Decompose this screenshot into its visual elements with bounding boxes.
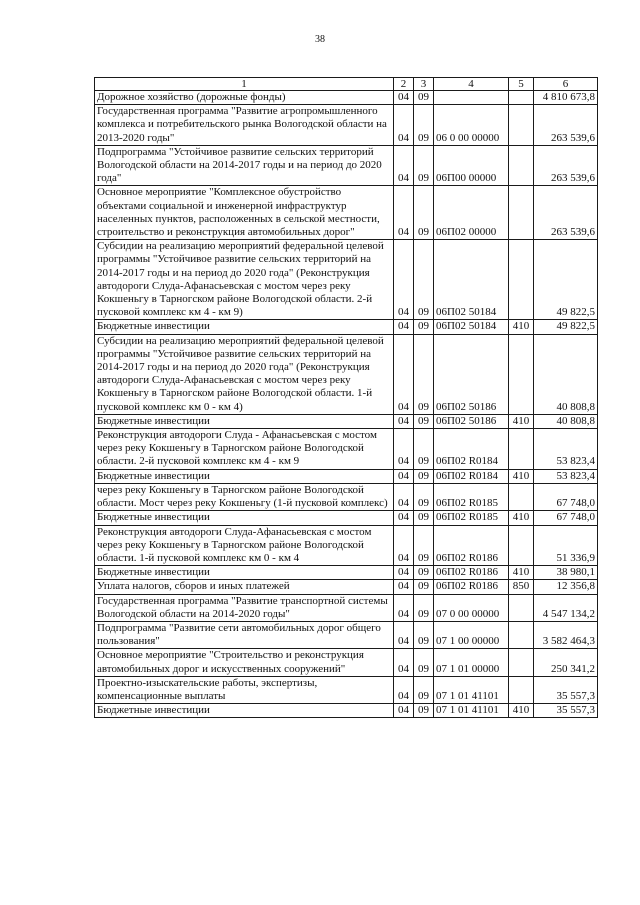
row-name-cell: Проектно-изыскательские работы, экспертизы, компенсационные выплаты	[95, 676, 394, 703]
page-number: 38	[315, 34, 325, 45]
row-type-cell: 410	[509, 566, 534, 580]
row-code-cell: 06П02 50186	[434, 334, 509, 414]
row-subsection-cell: 09	[414, 704, 434, 718]
row-code-cell: 06П02 50184	[434, 240, 509, 320]
row-code-cell: 07 1 01 41101	[434, 704, 509, 718]
row-code-cell: 06П02 50186	[434, 414, 509, 428]
row-type-cell: 410	[509, 704, 534, 718]
row-type-cell: 410	[509, 469, 534, 483]
header-cell-code: 4	[434, 78, 509, 91]
row-sum-cell: 67 748,0	[534, 483, 598, 510]
row-sum-cell: 53 823,4	[534, 469, 598, 483]
row-section-cell: 04	[394, 334, 414, 414]
row-name-cell: Подпрограмма "Развитие сети автомобильных дорог общего пользования"	[95, 621, 394, 648]
row-code-cell: 06П02 50184	[434, 320, 509, 334]
row-type-cell	[509, 621, 534, 648]
row-section-cell: 04	[394, 240, 414, 320]
budget-table	[94, 77, 598, 718]
row-subsection-cell: 09	[414, 334, 434, 414]
row-section-cell: 04	[394, 186, 414, 240]
row-type-cell	[509, 240, 534, 320]
header-cell-section: 2	[394, 78, 414, 91]
row-code-cell: 06П02 R0186	[434, 566, 509, 580]
table-row	[95, 429, 598, 470]
row-code-cell: 06П02 R0186	[434, 525, 509, 566]
table-header-row	[95, 78, 598, 91]
row-name-cell: Бюджетные инвестиции	[95, 704, 394, 718]
row-sum-cell: 51 336,9	[534, 525, 598, 566]
row-subsection-cell: 09	[414, 580, 434, 594]
row-code-cell: 06П02 R0185	[434, 483, 509, 510]
row-section-cell: 04	[394, 580, 414, 594]
row-code-cell: 07 1 00 00000	[434, 621, 509, 648]
row-type-cell: 850	[509, 580, 534, 594]
row-sum-cell: 49 822,5	[534, 320, 598, 334]
row-subsection-cell: 09	[414, 594, 434, 621]
table-row	[95, 649, 598, 676]
row-code-cell: 06П02 R0186	[434, 580, 509, 594]
table-row	[95, 414, 598, 428]
row-section-cell: 04	[394, 621, 414, 648]
row-subsection-cell: 09	[414, 525, 434, 566]
row-name-cell: Подпрограмма "Устойчивое развитие сельских территорий Вологодской области на 2014-2017 годы и на период до 2020 года"	[95, 145, 394, 186]
row-type-cell	[509, 525, 534, 566]
row-subsection-cell: 09	[414, 414, 434, 428]
row-name-cell: Бюджетные инвестиции	[95, 469, 394, 483]
row-name-cell: Субсидии на реализацию мероприятий федеральной целевой программы "Устойчивое развитие сельских территорий на 2014-2017 годы и на период до 2020 года" (Реконструкция автодороги Слуда-Афанасьевская с мостом через реку Кокшеньгу в Тарногском районе Вологодской области. 2-й пусковой комплекс км 4 - км 9)	[95, 240, 394, 320]
table-row	[95, 483, 598, 510]
table-row	[95, 594, 598, 621]
row-code-cell: 07 1 01 00000	[434, 649, 509, 676]
row-sum-cell: 40 808,8	[534, 414, 598, 428]
row-subsection-cell: 09	[414, 676, 434, 703]
table-row	[95, 105, 598, 146]
row-type-cell	[509, 483, 534, 510]
row-type-cell	[509, 676, 534, 703]
row-type-cell: 410	[509, 320, 534, 334]
row-section-cell: 04	[394, 594, 414, 621]
row-code-cell	[434, 91, 509, 105]
row-sum-cell: 40 808,8	[534, 334, 598, 414]
row-section-cell: 04	[394, 525, 414, 566]
row-section-cell: 04	[394, 483, 414, 510]
row-name-cell: Государственная программа "Развитие агропромышленного комплекса и потребительского рынка Вологодской области на 2013-2020 годы"	[95, 105, 394, 146]
row-subsection-cell: 09	[414, 429, 434, 470]
row-subsection-cell: 09	[414, 186, 434, 240]
row-type-cell	[509, 649, 534, 676]
row-code-cell: 06 0 00 00000	[434, 105, 509, 146]
row-sum-cell: 263 539,6	[534, 105, 598, 146]
header-cell-subsection: 3	[414, 78, 434, 91]
table-row	[95, 469, 598, 483]
row-subsection-cell: 09	[414, 621, 434, 648]
row-section-cell: 04	[394, 649, 414, 676]
row-code-cell: 06П02 R0184	[434, 469, 509, 483]
row-sum-cell: 35 557,3	[534, 676, 598, 703]
row-subsection-cell: 09	[414, 320, 434, 334]
row-code-cell: 06П02 00000	[434, 186, 509, 240]
row-section-cell: 04	[394, 511, 414, 525]
row-section-cell: 04	[394, 469, 414, 483]
row-name-cell: Уплата налогов, сборов и иных платежей	[95, 580, 394, 594]
row-code-cell: 06П02 R0185	[434, 511, 509, 525]
row-type-cell	[509, 334, 534, 414]
row-subsection-cell: 09	[414, 649, 434, 676]
table-row	[95, 511, 598, 525]
row-section-cell: 04	[394, 566, 414, 580]
row-sum-cell: 53 823,4	[534, 429, 598, 470]
row-name-cell: Бюджетные инвестиции	[95, 511, 394, 525]
row-name-cell: через реку Кокшеньгу в Тарногском районе Вологодской области. Мост через реку Кокшеньгу (1-й пусковой комплекс)	[95, 483, 394, 510]
row-type-cell: 410	[509, 414, 534, 428]
table-row	[95, 525, 598, 566]
row-code-cell: 07 0 00 00000	[434, 594, 509, 621]
row-name-cell: Субсидии на реализацию мероприятий федеральной целевой программы "Устойчивое развитие сельских территорий на 2014-2017 годы и на период до 2020 года" (Реконструкция автодороги Слуда-Афанасьевская с мостом через реку Кокшеньгу в Тарногском районе Вологодской области. 1-й пусковой комплекс км 0 - км 4)	[95, 334, 394, 414]
row-sum-cell: 49 822,5	[534, 240, 598, 320]
table-row	[95, 186, 598, 240]
row-code-cell: 06П02 R0184	[434, 429, 509, 470]
row-type-cell	[509, 105, 534, 146]
row-subsection-cell: 09	[414, 105, 434, 146]
row-sum-cell: 4 810 673,8	[534, 91, 598, 105]
row-subsection-cell: 09	[414, 566, 434, 580]
row-section-cell: 04	[394, 91, 414, 105]
row-name-cell: Реконструкция автодороги Слуда-Афанасьевская с мостом через реку Кокшеньгу в Тарногском районе Вологодской области. 1-й пусковой комплекс км 0 - км 4	[95, 525, 394, 566]
row-type-cell	[509, 145, 534, 186]
row-subsection-cell: 09	[414, 91, 434, 105]
header-cell-type: 5	[509, 78, 534, 91]
row-sum-cell: 38 980,1	[534, 566, 598, 580]
row-sum-cell: 67 748,0	[534, 511, 598, 525]
table-row	[95, 145, 598, 186]
row-name-cell: Основное мероприятие "Комплексное обустройство объектами социальной и инженерной инфраструктур населенных пунктов, расположенных в сельской местности, строительство и реконструкция автомобильных дорог"	[95, 186, 394, 240]
row-code-cell: 06П00 00000	[434, 145, 509, 186]
row-sum-cell: 3 582 464,3	[534, 621, 598, 648]
table-row	[95, 91, 598, 105]
row-name-cell: Бюджетные инвестиции	[95, 414, 394, 428]
row-sum-cell: 263 539,6	[534, 186, 598, 240]
table-row	[95, 334, 598, 414]
row-name-cell: Реконструкция автодороги Слуда - Афанасьевская с мостом через реку Кокшеньгу в Тарногском районе Вологодской области. 2-й пусковой комплекс км 4 - км 9	[95, 429, 394, 470]
table-row	[95, 566, 598, 580]
row-name-cell: Основное мероприятие "Строительство и реконструкция автомобильных дорог и искусственных сооружений"	[95, 649, 394, 676]
row-type-cell	[509, 91, 534, 105]
row-section-cell: 04	[394, 676, 414, 703]
row-section-cell: 04	[394, 320, 414, 334]
table-row	[95, 676, 598, 703]
row-subsection-cell: 09	[414, 145, 434, 186]
row-section-cell: 04	[394, 414, 414, 428]
row-section-cell: 04	[394, 145, 414, 186]
row-subsection-cell: 09	[414, 469, 434, 483]
row-subsection-cell: 09	[414, 483, 434, 510]
row-type-cell	[509, 429, 534, 470]
row-subsection-cell: 09	[414, 240, 434, 320]
row-section-cell: 04	[394, 105, 414, 146]
row-code-cell: 07 1 01 41101	[434, 676, 509, 703]
table-row	[95, 320, 598, 334]
row-type-cell	[509, 594, 534, 621]
table-row	[95, 580, 598, 594]
table-row	[95, 240, 598, 320]
row-name-cell: Бюджетные инвестиции	[95, 566, 394, 580]
row-name-cell: Государственная программа "Развитие транспортной системы Вологодской области на 2014-2020 годы"	[95, 594, 394, 621]
row-sum-cell: 12 356,8	[534, 580, 598, 594]
table-row	[95, 704, 598, 718]
row-type-cell	[509, 186, 534, 240]
row-sum-cell: 4 547 134,2	[534, 594, 598, 621]
table-row	[95, 621, 598, 648]
row-sum-cell: 263 539,6	[534, 145, 598, 186]
row-sum-cell: 250 341,2	[534, 649, 598, 676]
row-subsection-cell: 09	[414, 511, 434, 525]
row-section-cell: 04	[394, 429, 414, 470]
row-type-cell: 410	[509, 511, 534, 525]
row-section-cell: 04	[394, 704, 414, 718]
row-name-cell: Дорожное хозяйство (дорожные фонды)	[95, 91, 394, 105]
row-sum-cell: 35 557,3	[534, 704, 598, 718]
header-cell-sum: 6	[534, 78, 598, 91]
header-cell-name: 1	[95, 78, 394, 91]
row-name-cell: Бюджетные инвестиции	[95, 320, 394, 334]
